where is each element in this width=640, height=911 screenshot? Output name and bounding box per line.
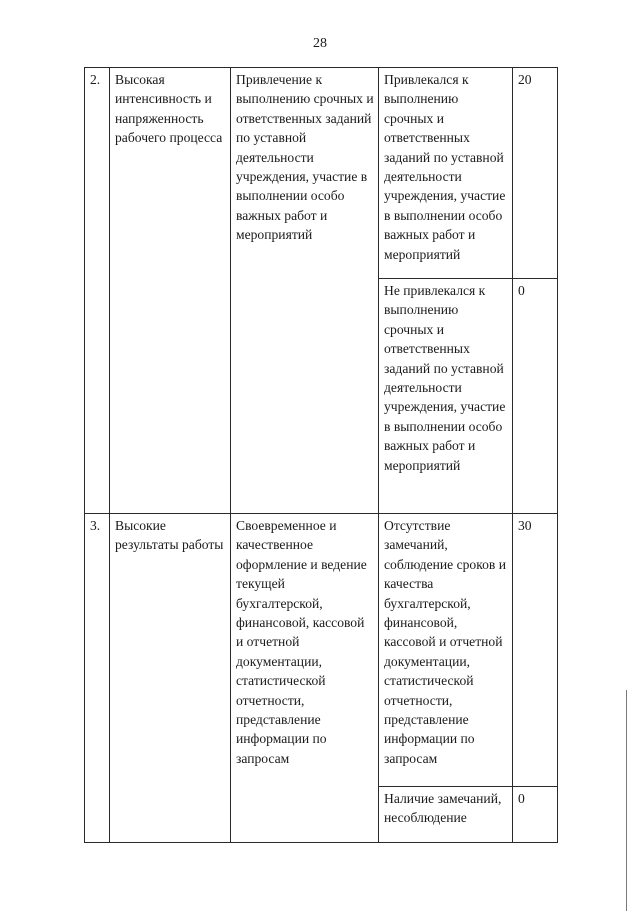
points-cell: 20 bbox=[513, 68, 558, 279]
points-cell: 30 bbox=[513, 514, 558, 787]
condition-cell: Не привлекался к выполнению срочных и ответственных заданий по уставной деятельности учреждения, участие в выполнении особо важных работ и мероприятий bbox=[379, 279, 513, 514]
criterion-description-cell: Своевременное и качественное оформление и ведение текущей бухгалтерской, финансовой, кассовой и отчетной документации, статистической отчетности, представление информации по запросам bbox=[231, 514, 379, 843]
table-row bbox=[85, 514, 558, 787]
scan-edge-line bbox=[626, 690, 627, 911]
row-number-cell: 3. bbox=[85, 514, 110, 843]
criterion-description-cell: Привлечение к выполнению срочных и ответственных заданий по уставной деятельности учреждения, участие в выполнении особо важных работ и мероприятий bbox=[231, 68, 379, 514]
table-row bbox=[85, 68, 558, 279]
condition-cell: Наличие замечаний, несоблюдение bbox=[379, 787, 513, 843]
criteria-table bbox=[84, 67, 558, 843]
page-number: 28 bbox=[313, 36, 327, 51]
points-cell: 0 bbox=[513, 279, 558, 514]
condition-cell: Отсутствие замечаний, соблюдение сроков и качества бухгалтерской, финансовой, кассовой и отчетной документации, статистической отчетности, представление информации по запросам bbox=[379, 514, 513, 787]
criterion-name-cell: Высокая интенсивность и напряженность рабочего процесса bbox=[110, 68, 231, 514]
criterion-name-cell: Высокие результаты работы bbox=[110, 514, 231, 843]
points-cell: 0 bbox=[513, 787, 558, 843]
condition-cell: Привлекался к выполнению срочных и ответственных заданий по уставной деятельности учреждения, участие в выполнении особо важных работ и мероприятий bbox=[379, 68, 513, 279]
row-number-cell: 2. bbox=[85, 68, 110, 514]
